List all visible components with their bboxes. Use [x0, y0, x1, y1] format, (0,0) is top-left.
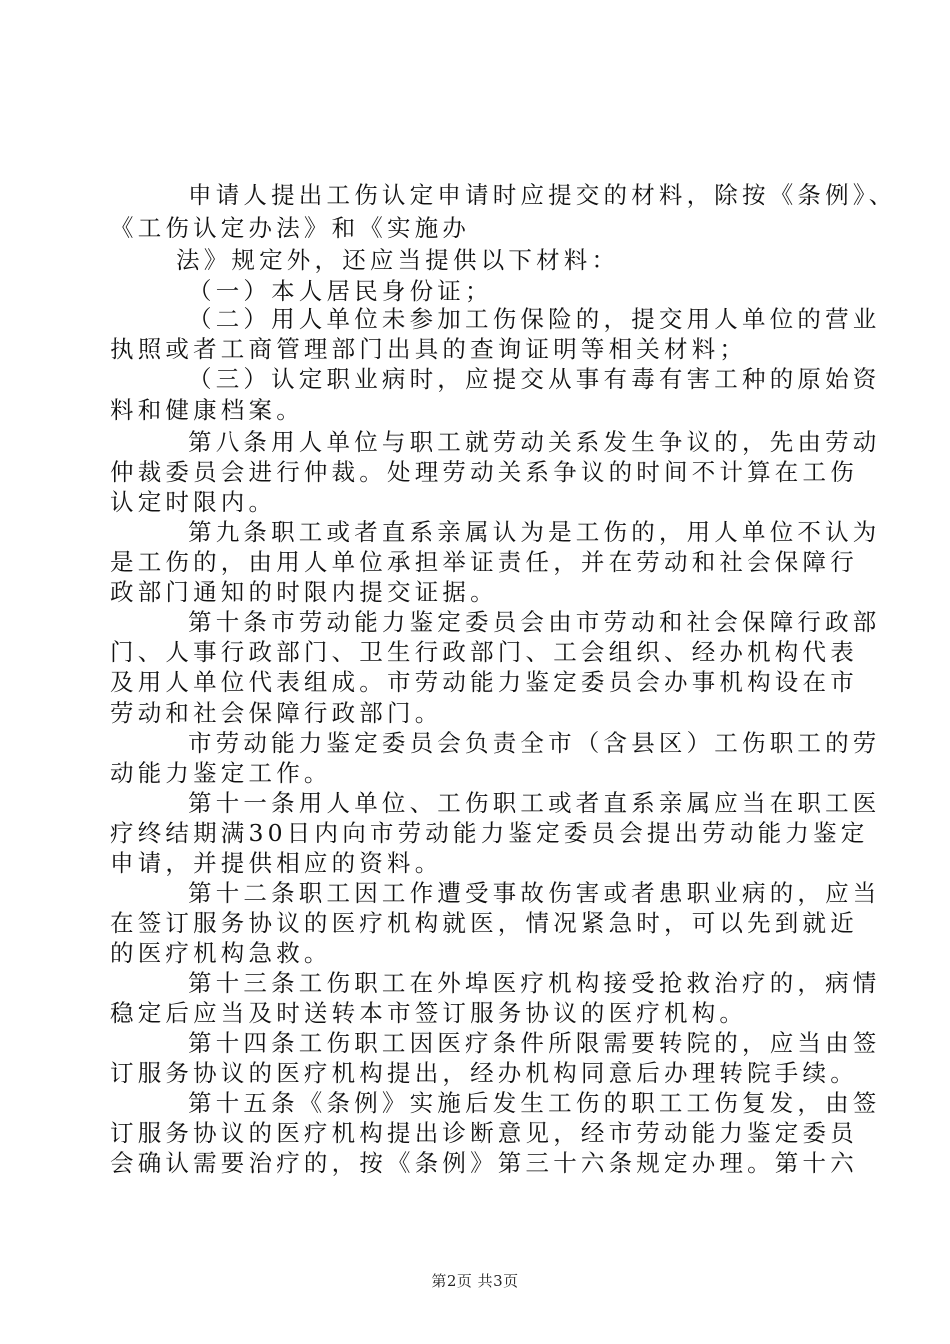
paragraph-line: 稳定后应当及时送转本市签订服务协议的医疗机构。 [110, 999, 748, 1027]
paragraph-line: （三）认定职业病时，应提交从事有毒有害工种的原始资 [188, 365, 881, 393]
paragraph-line: 的医疗机构急救。 [110, 939, 332, 967]
paragraph-line: 法》规定外，还应当提供以下材料： [176, 246, 620, 274]
paragraph-line: 是工伤的，由用人单位承担举证责任，并在劳动和社会保障行 [110, 548, 858, 576]
paragraph-line: 劳动和社会保障行政部门。 [110, 699, 443, 727]
paragraph-line: 门、人事行政部门、卫生行政部门、工会组织、经办机构代表 [110, 638, 858, 666]
paragraph-line: 仲裁委员会进行仲裁。处理劳动关系争议的时间不计算在工伤 [110, 458, 858, 486]
page-number: 第2页 共3页 [431, 1272, 519, 1290]
paragraph-line: 政部门通知的时限内提交证据。 [110, 578, 498, 606]
paragraph-line: 会确认需要治疗的，按《条例》第三十六条规定办理。第十六 [110, 1149, 858, 1177]
paragraph-line: 第十条市劳动能力鉴定委员会由市劳动和社会保障行政部 [188, 608, 881, 636]
paragraph-line: 市劳动能力鉴定委员会负责全市（含县区）工伤职工的劳 [188, 729, 881, 757]
paragraph-line: 及用人单位代表组成。市劳动能力鉴定委员会办事机构设在市 [110, 668, 858, 696]
paragraph-line: 第十四条工伤职工因医疗条件所限需要转院的，应当由签 [188, 1029, 881, 1057]
paragraph-line: 认定时限内。 [110, 488, 277, 516]
paragraph-line: 第九条职工或者直系亲属认为是工伤的，用人单位不认为 [188, 518, 881, 546]
paragraph-line: （二）用人单位未参加工伤保险的，提交用人单位的营业 [188, 305, 881, 333]
paragraph-line: 申请人提出工伤认定申请时应提交的材料，除按《条例》、 [188, 181, 897, 209]
paragraph-line: （一）本人居民身份证； [188, 277, 493, 305]
paragraph-line: 订服务协议的医疗机构提出诊断意见，经市劳动能力鉴定委员 [110, 1119, 858, 1147]
paragraph-line: 《工伤认定办法》和《实施办 [110, 214, 471, 242]
paragraph-line: 订服务协议的医疗机构提出，经办机构同意后办理转院手续。 [110, 1059, 858, 1087]
paragraph-line: 申请，并提供相应的资料。 [110, 849, 443, 877]
paragraph-line: 第十五条《条例》实施后发生工伤的职工工伤复发，由签 [188, 1089, 881, 1117]
paragraph-line: 在签订服务协议的医疗机构就医，情况紧急时，可以先到就近 [110, 909, 858, 937]
paragraph-line: 第十二条职工因工作遭受事故伤害或者患职业病的，应当 [188, 879, 881, 907]
paragraph-line: 第十三条工伤职工在外埠医疗机构接受抢救治疗的，病情 [188, 969, 881, 997]
paragraph-line: 第八条用人单位与职工就劳动关系发生争议的，先由劳动 [188, 428, 881, 456]
paragraph-line: 第十一条用人单位、工伤职工或者直系亲属应当在职工医 [188, 789, 881, 817]
paragraph-line: 动能力鉴定工作。 [110, 759, 332, 787]
paragraph-line: 疗终结期满30日内向市劳动能力鉴定委员会提出劳动能力鉴定 [110, 819, 869, 847]
paragraph-line: 料和健康档案。 [110, 396, 304, 424]
paragraph-line: 执照或者工商管理部门出具的查询证明等相关材料； [110, 335, 748, 363]
